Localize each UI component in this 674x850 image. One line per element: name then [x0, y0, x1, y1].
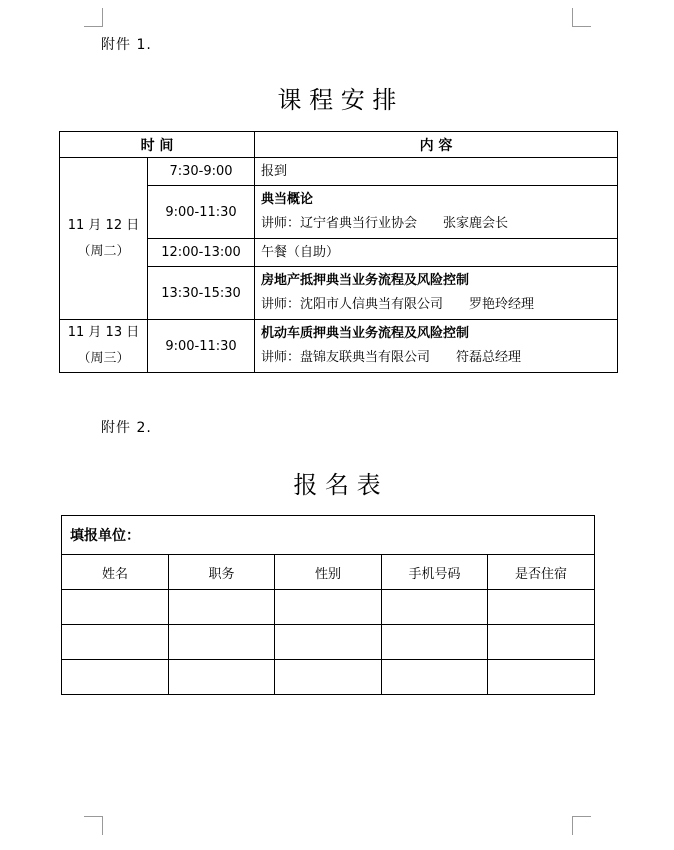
entry-cell[interactable] [62, 625, 169, 660]
day-cell [60, 320, 148, 373]
table-row [62, 625, 595, 660]
table-row [62, 660, 595, 695]
attachment-2-label: 附件 2. [101, 420, 152, 436]
column-header-gender: 性别 [275, 555, 382, 590]
margin-mark-top-left [84, 8, 103, 27]
content-cell [255, 267, 618, 320]
entry-cell[interactable] [169, 660, 275, 695]
attachment-1-label: 附件 1. [101, 37, 152, 53]
registration-table [61, 515, 595, 695]
content-cell [255, 158, 618, 186]
day-weekday: （周三） [77, 351, 130, 366]
content-text: 午餐（自助） [261, 244, 340, 260]
column-header-name: 姓名 [62, 555, 169, 590]
column-header-position: 职务 [169, 555, 275, 590]
lecturer-line [261, 212, 617, 236]
margin-mark-bottom-right [572, 816, 591, 835]
session-title: 机动车质押典当业务流程及风险控制 [261, 326, 470, 341]
registration-header-row [62, 555, 595, 590]
schedule-row [60, 158, 618, 186]
entry-cell[interactable] [382, 590, 488, 625]
column-header-phone: 手机号码 [382, 555, 488, 590]
unit-label: 填报单位： [62, 516, 595, 555]
session-title: 房地产抵押典当业务流程及风险控制 [261, 273, 470, 288]
content-text: 报到 [261, 163, 288, 179]
content-header: 内 容 [255, 132, 618, 158]
entry-cell[interactable] [169, 590, 275, 625]
day-date: 11 月 13 日 [67, 325, 140, 340]
day-cell [60, 158, 148, 320]
lecturer-line [261, 346, 617, 370]
registration-title: 报 名 表 [293, 471, 381, 499]
content-cell [255, 239, 618, 267]
time-cell: 13:30-15:30 [148, 267, 255, 320]
time-cell: 9:00-11:30 [148, 186, 255, 239]
lecturer-org: 讲师：辽宁省典当行业协会 [261, 216, 418, 231]
entry-cell[interactable] [275, 660, 382, 695]
entry-cell[interactable] [62, 590, 169, 625]
column-header-accommodation: 是否住宿 [488, 555, 595, 590]
schedule-table [59, 131, 618, 373]
unit-row [62, 516, 595, 555]
entry-cell[interactable] [382, 625, 488, 660]
lecturer-org: 讲师：沈阳市人信典当有限公司 [261, 297, 444, 312]
time-cell: 7:30-9:00 [148, 158, 255, 186]
schedule-title: 课 程 安 排 [277, 86, 397, 114]
session-title: 典当概论 [261, 192, 314, 207]
time-cell: 9:00-11:30 [148, 320, 255, 373]
table-row [62, 590, 595, 625]
schedule-row [60, 320, 618, 373]
entry-cell[interactable] [275, 590, 382, 625]
margin-mark-top-right [572, 8, 591, 27]
lecturer-name: 符磊总经理 [456, 350, 522, 365]
margin-mark-bottom-left [84, 816, 103, 835]
day-weekday: （周二） [77, 243, 130, 259]
content-cell [255, 320, 618, 373]
entry-cell[interactable] [169, 625, 275, 660]
entry-cell[interactable] [382, 660, 488, 695]
lecturer-line [261, 293, 617, 317]
entry-cell[interactable] [275, 625, 382, 660]
entry-cell[interactable] [62, 660, 169, 695]
time-header: 时 间 [60, 132, 255, 158]
lecturer-name: 罗艳玲经理 [469, 297, 535, 312]
entry-cell[interactable] [488, 590, 595, 625]
lecturer-name: 张家鹿会长 [443, 216, 509, 231]
schedule-header-row [60, 132, 618, 158]
time-cell: 12:00-13:00 [148, 239, 255, 267]
entry-cell[interactable] [488, 660, 595, 695]
day-date: 11 月 12 日 [67, 217, 140, 233]
content-cell [255, 186, 618, 239]
entry-cell[interactable] [488, 625, 595, 660]
lecturer-org: 讲师：盘锦友联典当有限公司 [261, 350, 431, 365]
